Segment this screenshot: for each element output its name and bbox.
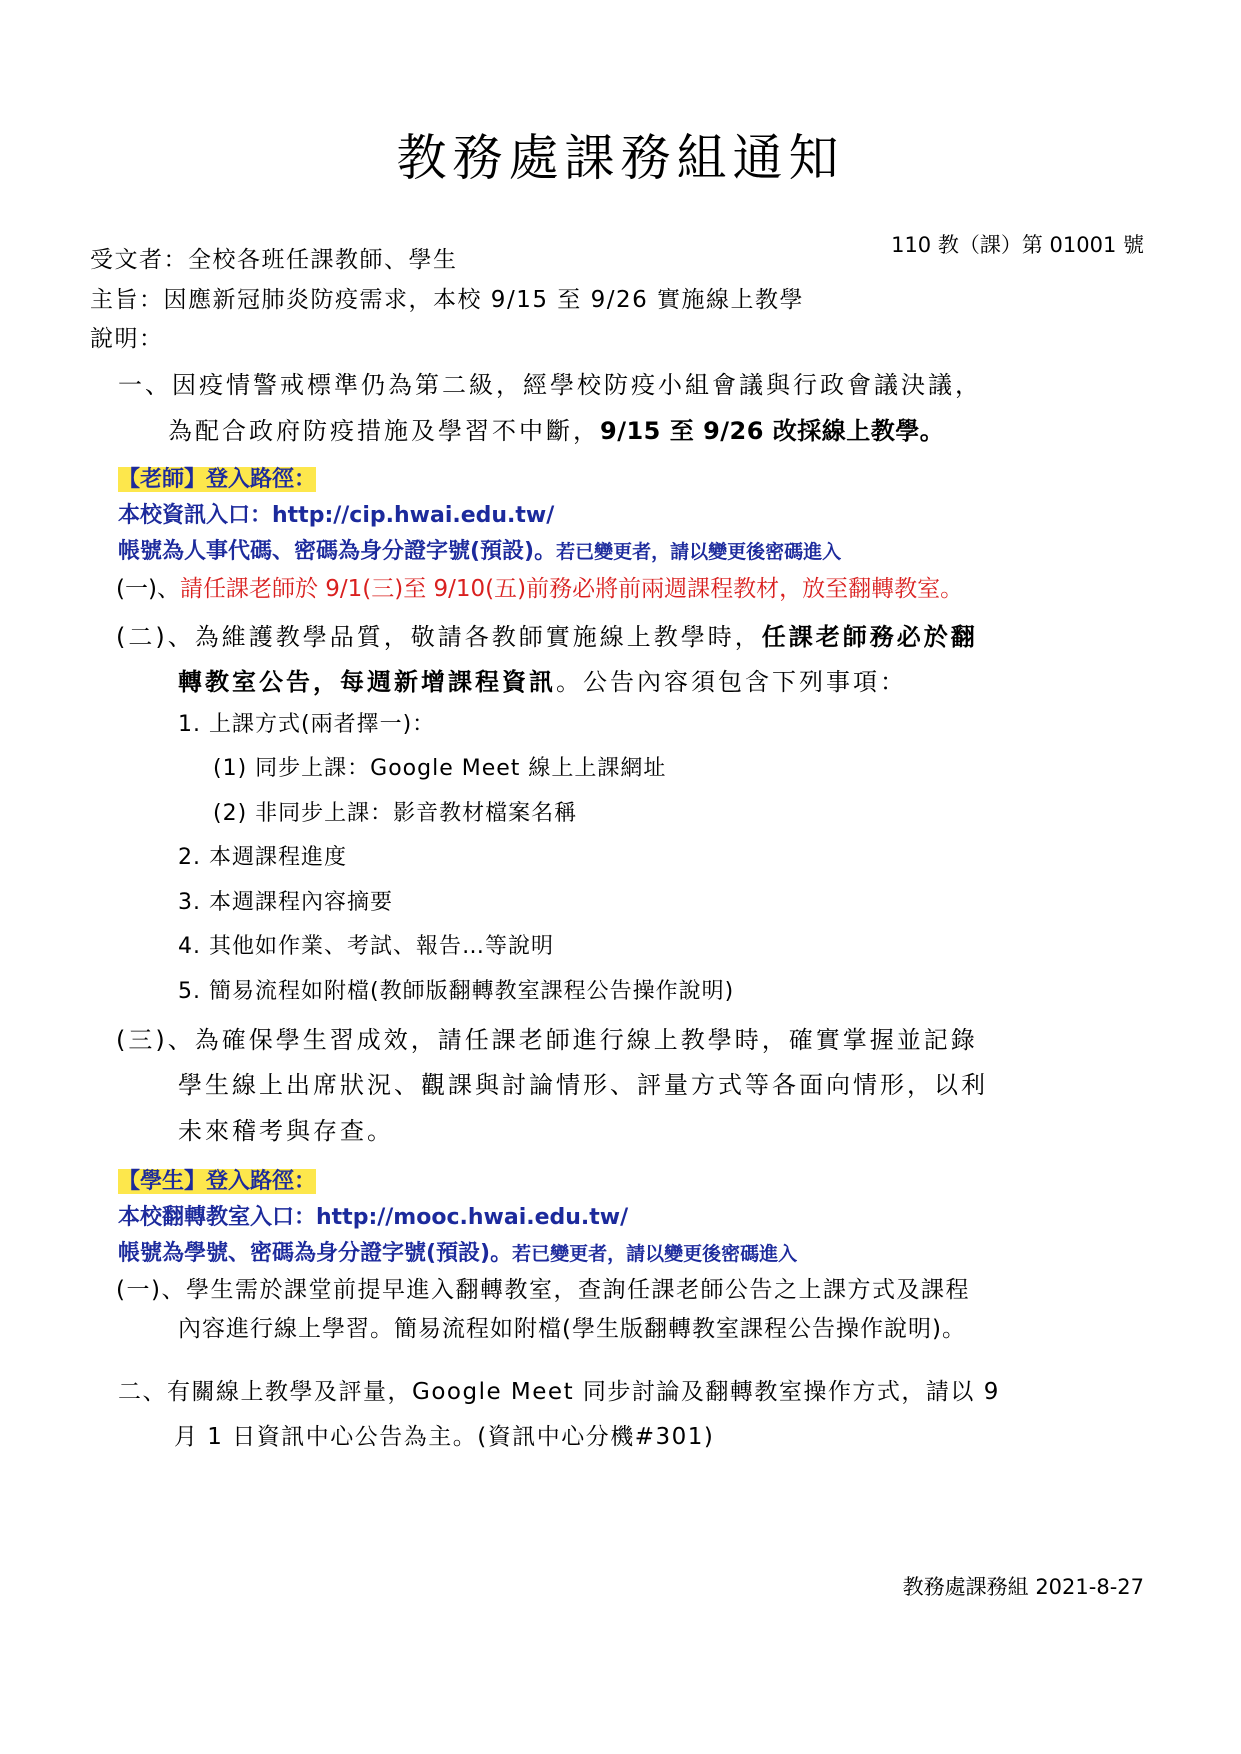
teacher-point2-line1 xyxy=(116,617,978,652)
list-item: 1. 上課方式(兩者擇一)： xyxy=(178,712,436,737)
recipient-line: 受文者：全校各班任課教師、學生 xyxy=(90,247,458,273)
page-title: 教務處課務組通知 xyxy=(396,129,845,187)
list-item: 5. 簡易流程如附檔(教師版翻轉教室課程公告操作說明) xyxy=(178,979,735,1004)
student-heading xyxy=(118,1164,316,1195)
teacher-point2-line2-bold: 轉教室公告，每週新增課程資訊 xyxy=(178,668,556,696)
teacher-point2-line2 xyxy=(178,662,907,697)
explanation-label: 說明： xyxy=(90,326,164,352)
student-account-note: 若已變更者，請以變更後密碼進入 xyxy=(512,1243,798,1265)
item1-line1: 一、因疫情警戒標準仍為第二級，經學校防疫小組會議與行政會議決議， xyxy=(118,371,982,399)
student-account-main: 帳號為學號、密碼為身分證字號(預設)。 xyxy=(118,1241,513,1266)
item2-line2: 月 1 日資訊中心公告為主。(資訊中心分機#301) xyxy=(174,1424,715,1450)
teacher-point3-line1: (三)、為確保學生習成效，請任課老師進行線上教學時，確實掌握並記錄 xyxy=(116,1026,978,1054)
teacher-point1-text: 請任課老師於 9/1(三)至 9/10(五)前務必將前兩週課程教材，放至翻轉教室。 xyxy=(179,576,964,602)
teacher-heading xyxy=(118,462,316,493)
student-account-info xyxy=(118,1236,797,1267)
item1-line2-text: 為配合政府防疫措施及學習不中斷， xyxy=(168,417,600,445)
list-item: (2) 非同步上課：影音教材檔案名稱 xyxy=(213,801,578,826)
teacher-account-info xyxy=(118,534,841,565)
teacher-point3-line3: 未來稽考與存查。 xyxy=(178,1117,394,1145)
student-point1-line2: 內容進行線上學習。簡易流程如附檔(學生版翻轉教室課程公告操作說明)。 xyxy=(178,1316,966,1342)
student-heading-text: 【學生】登入路徑： xyxy=(118,1169,317,1194)
subject-line: 主旨：因應新冠肺炎防疫需求，本校 9/15 至 9/26 實施線上教學 xyxy=(90,287,805,313)
list-item: 2. 本週課程進度 xyxy=(178,845,347,870)
student-point1-line1: (一)、學生需於課堂前提早進入翻轉教室，查詢任課老師公告之上課方式及課程 xyxy=(116,1277,970,1303)
teacher-account-main: 帳號為人事代碼、密碼為身分證字號(預設)。 xyxy=(118,539,557,564)
item1-line2-bold: 9/15 至 9/26 改採線上教學。 xyxy=(600,417,945,445)
list-item: 3. 本週課程內容摘要 xyxy=(178,890,393,915)
item2-line1: 二、有關線上教學及評量，Google Meet 同步討論及翻轉教室操作方式，請以 9 xyxy=(118,1379,1000,1405)
teacher-point1 xyxy=(116,570,963,603)
footer-signature: 教務處課務組 2021-8-27 xyxy=(902,1575,1144,1599)
teacher-point1-prefix: (一)、 xyxy=(116,576,180,602)
teacher-point2-line1-bold: 任課老師務必於翻 xyxy=(761,623,978,651)
teacher-portal: 本校資訊入口：http://cip.hwai.edu.tw/ xyxy=(118,503,555,528)
list-item: 4. 其他如作業、考試、報告…等說明 xyxy=(178,934,554,959)
student-portal: 本校翻轉教室入口：http://mooc.hwai.edu.tw/ xyxy=(118,1205,629,1230)
teacher-point2-line1-text: (二)、為維護教學品質，敬請各教師實施線上教學時， xyxy=(116,623,762,651)
item1-line2 xyxy=(168,411,944,446)
teacher-point3-line2: 學生線上出席狀況、觀課與討論情形、評量方式等各面向情形，以利 xyxy=(178,1071,988,1099)
list-item: (1) 同步上課：Google Meet 線上上課網址 xyxy=(213,756,667,781)
teacher-heading-text: 【老師】登入路徑： xyxy=(118,467,317,492)
teacher-point2-line2-text: 。公告內容須包含下列事項： xyxy=(556,668,907,696)
teacher-account-note: 若已變更者，請以變更後密碼進入 xyxy=(556,541,842,563)
document-number: 110 教（課）第 01001 號 xyxy=(891,233,1144,257)
